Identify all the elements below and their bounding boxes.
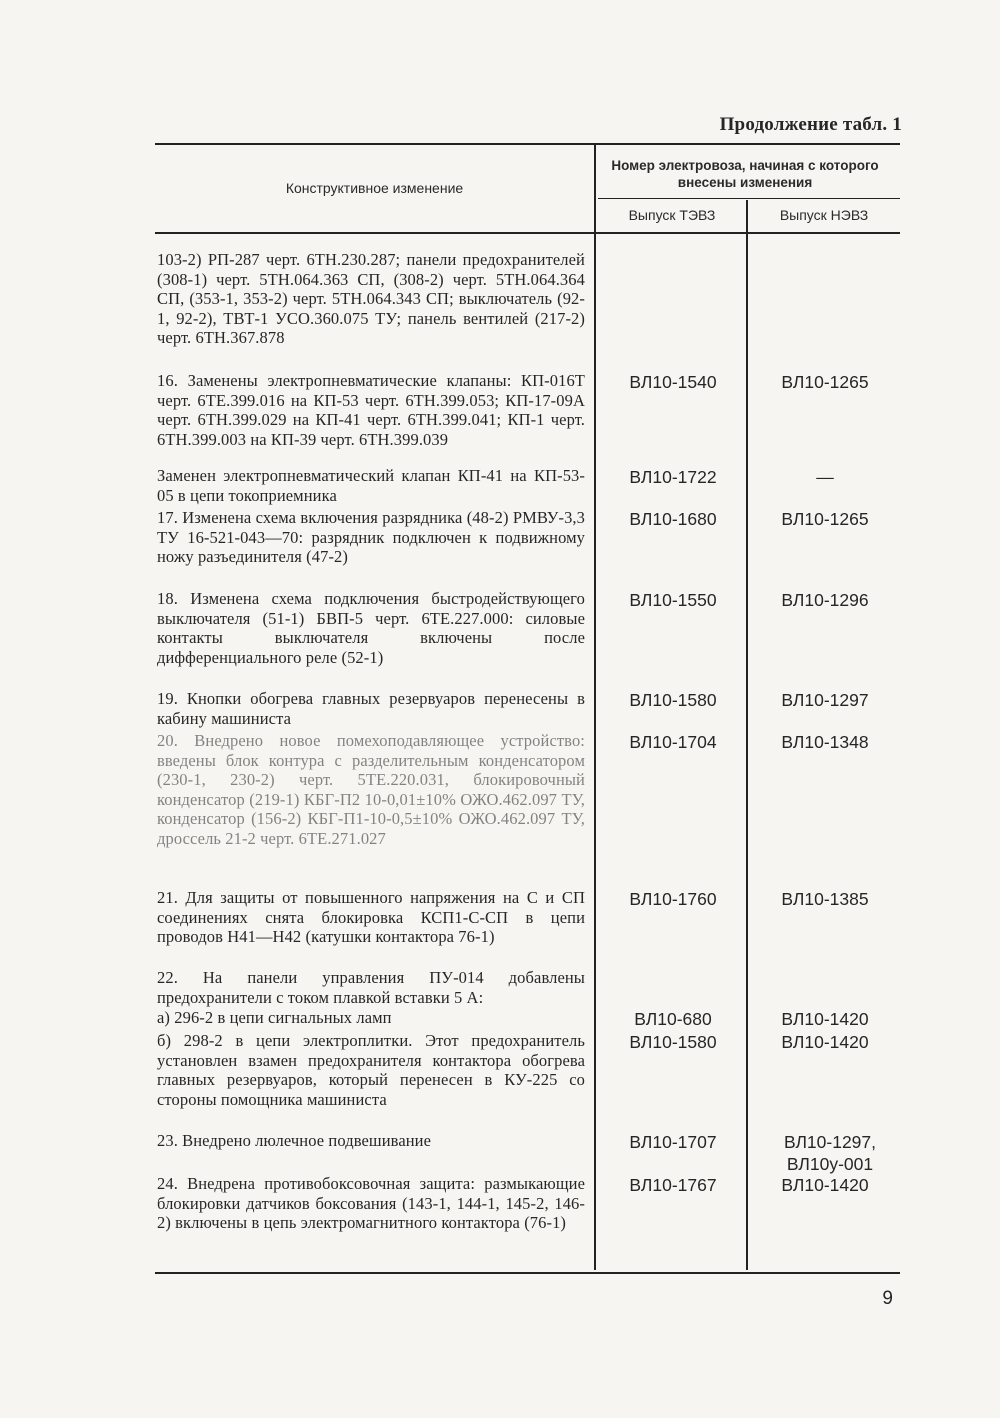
row-description: 19. Кнопки обогрева главных резервуаров перенесены в кабину машиниста (157, 689, 585, 728)
table-top-rule (155, 143, 900, 145)
row-description: 20. Внедрено новое помехоподавляющее устройство: введены блок контура с разделительным конденсатором (230-1, 230-2) черт. 5ТЕ.220.031, блокировочный конденсатор (219-1) КБГ-П2 10-0,01±10% ОЖО.462.097 ТУ, конденсатор (156-2) КБГ-П1-10-0,5±10% ОЖО.462.097 ТУ, дроссель 21-2 черт. 6ТЕ.271.027 (157, 731, 585, 848)
tevz-number: ВЛ10-1580 (629, 1032, 717, 1052)
table-continuation-caption: Продолжение табл. 1 (719, 114, 902, 135)
row-description: 17. Изменена схема включения разрядника (48-2) РМВУ-3,3 ТУ 16-521-043—70: разрядник подключен к подвижному ножу разъединителя (47-2) (157, 508, 585, 567)
tevz-number: ВЛ10-1767 (629, 1175, 717, 1195)
header-sub-rule (598, 198, 900, 199)
row-description: а) 296-2 в цепи сигнальных ламп (157, 1008, 392, 1027)
tevz-number: ВЛ10-1680 (629, 509, 717, 529)
tevz-number: ВЛ10-1707 (629, 1132, 717, 1152)
table-bottom-rule (155, 1272, 900, 1274)
nevz-number: ВЛ10-1297, ВЛ10у-001 (783, 1132, 877, 1174)
tevz-number: ВЛ10-680 (634, 1009, 712, 1029)
nevz-number: ВЛ10-1265 (781, 372, 869, 392)
row-description: 22. На панели управления ПУ-014 добавлены предохранители с током плавкой вставки 5 А: (157, 968, 585, 1007)
header-loco-group: Номер электровоза, начиная с которого внесены изменения (611, 158, 879, 190)
row-description: 23. Внедрено люлечное подвешивание (157, 1131, 432, 1150)
row-description: 18. Изменена схема подключения быстродействующего выключателя (51-1) БВП-5 черт. 6ТЕ.227.000: силовые контакты выключателя включены после дифференциального реле (52-1) (157, 589, 585, 667)
tevz-number: ВЛ10-1760 (629, 889, 717, 909)
nevz-number: ВЛ10-1420 (781, 1032, 869, 1052)
page-number: 9 (882, 1288, 893, 1309)
tevz-number: ВЛ10-1704 (629, 732, 717, 752)
header-nevz: Выпуск НЭВЗ (779, 207, 869, 223)
tevz-number: ВЛ10-1550 (629, 590, 717, 610)
nevz-number: ВЛ10-1385 (781, 889, 869, 909)
header-change: Конструктивное изменение (285, 180, 464, 196)
row-description: б) 298-2 в цепи электроплитки. Этот предохранитель установлен взамен предохранителя контактора обогрева главных резервуаров, который перенесен в КУ-225 со стороны помощника машиниста (157, 1031, 585, 1109)
nevz-number: ВЛ10-1420 (781, 1009, 869, 1029)
row-description: 24. Внедрена противобоксовочная защита: размыкающие блокировки датчиков боксования (143-1, 144-1, 145-2, 146-2) включены в цепь электромагнитного контактора (76-1) (157, 1174, 585, 1233)
tevz-number: ВЛ10-1722 (629, 467, 717, 487)
header-tevz: Выпуск ТЭВЗ (628, 207, 716, 223)
nevz-number: ВЛ10-1297 (781, 690, 869, 710)
row-description: 16. Заменены электропневматические клапаны: КП-016Т черт. 6ТЕ.399.016 на КП-53 черт. 6ТН.399.053; КП-17-09А черт. 6ТН.399.029 на КП-41 черт. 6ТН.399.041; КП-1 черт. 6ТН.399.003 на КП-39 черт. 6ТН.399.039 (157, 371, 585, 449)
nevz-number: — (816, 467, 834, 487)
nevz-number: ВЛ10-1265 (781, 509, 869, 529)
header-bottom-rule (155, 232, 900, 234)
column-divider-1 (594, 144, 596, 1270)
tevz-number: ВЛ10-1540 (629, 372, 717, 392)
tevz-number: ВЛ10-1580 (629, 690, 717, 710)
column-divider-2 (746, 200, 748, 1270)
nevz-number: ВЛ10-1296 (781, 590, 869, 610)
nevz-number: ВЛ10-1348 (781, 732, 869, 752)
nevz-number: ВЛ10-1420 (781, 1175, 869, 1195)
row-description: 21. Для защиты от повышенного напряжения на С и СП соединениях снята блокировка КСП1-С-СП в цепи проводов Н41—Н42 (катушки контактора 76-1) (157, 888, 585, 947)
row-description: 103-2) РП-287 черт. 6ТН.230.287; панели предохранителей (308-1) черт. 5ТН.064.363 СП, (308-2) черт. 5ТН.064.364 СП, (353-1, 353-2) черт. 5ТН.064.343 СП; выключатель (92-1, 92-2), ТВТ-1 УСО.360.075 ТУ; панель вентилей (217-2) черт. 6ТН.367.878 (157, 250, 585, 348)
row-description: Заменен электропневматический клапан КП-41 на КП-53-05 в цепи токоприемника (157, 466, 585, 505)
